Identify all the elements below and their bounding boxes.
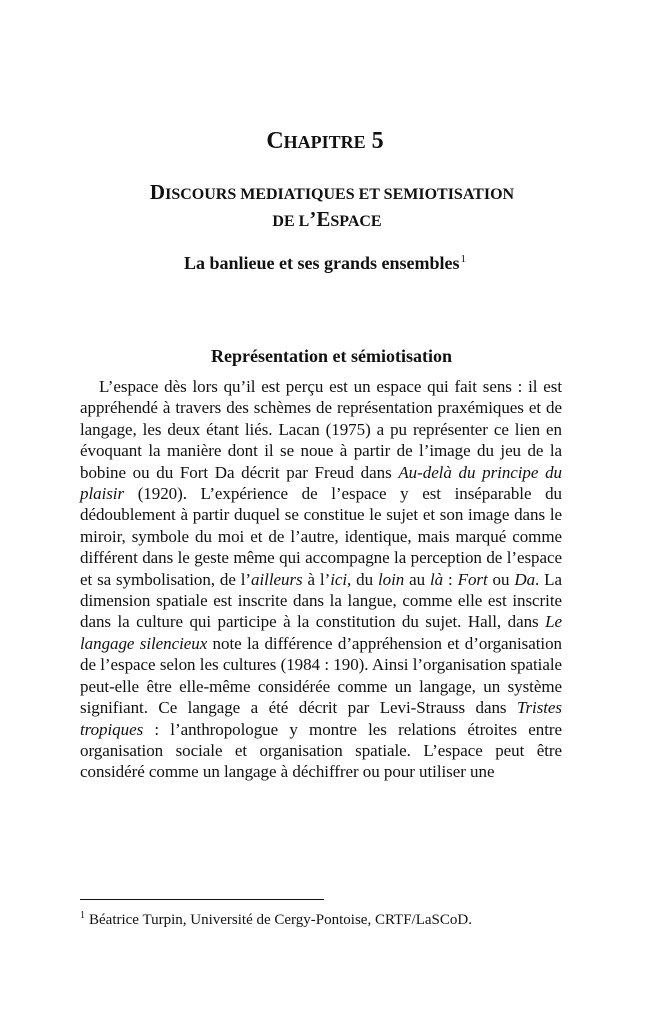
text-run: ou <box>487 569 515 589</box>
italic-loin: loin <box>377 569 405 589</box>
footnote-text: Béatrice Turpin, Université de Cergy-Pontoise, CRTF/LaSCoD. <box>89 912 472 928</box>
text-run: (1920). L’expérience de l’espace y est inséparable du dédoublement à partir duquel se constitue le sujet et son image dans le miroir, symbole du moi et de l’autre, identique, mais marqué comme différent dans le geste même qui accompagne la perception de l’espace et sa symbolisation, de l’ <box>80 484 562 589</box>
text-run: au <box>404 569 430 589</box>
title-initial-e: E <box>316 207 331 231</box>
italic-title-tristes-tropiques: Tristes tropiques <box>80 698 562 739</box>
text-run: : l’anthropologue y montre les relations étroites entre organisation sociale et organisation spatiale. L’espace peut être considéré comme un langage à déchiffrer ou pour utiliser une <box>80 719 562 782</box>
title-initial-d: D <box>149 180 166 204</box>
italic-da: Da <box>514 569 536 589</box>
chapter-number: 5 <box>371 128 384 154</box>
italic-ici: ici <box>330 569 348 589</box>
body-paragraph <box>80 376 562 783</box>
footnote <box>80 910 570 929</box>
chapter-title-line-1 <box>7 180 650 205</box>
title-de-l: DE L <box>272 213 310 230</box>
footnote-reference[interactable]: 1 <box>460 253 466 265</box>
subtitle-text: La banlieue et ses grands ensembles <box>183 253 460 273</box>
italic-ailleurs: ailleurs <box>251 569 303 589</box>
italic-title-langage-silencieux: Le langage silencieux <box>80 612 562 653</box>
text-run: . La dimension spatiale est inscrite dans la langue, comme elle est inscrite dans la culture qui participe à la constitution du sujet. Hall, dans <box>80 569 562 632</box>
chapter-heading <box>0 128 650 155</box>
chapter-title-line-2 <box>2 207 650 232</box>
text-run: : <box>443 569 458 589</box>
text-run: à l’ <box>302 569 331 589</box>
italic-title-au-dela: Au-delà du principe du plaisir <box>80 462 562 504</box>
chapter-initial: C <box>266 128 284 154</box>
footnote-marker: 1 <box>80 910 85 921</box>
text-run: , du <box>347 569 378 589</box>
title-espace-rest: SPACE <box>330 213 382 230</box>
footnote-divider <box>80 899 324 900</box>
title-line-1-rest: ISCOURS MEDIATIQUES ET SEMIOTISATION <box>165 186 515 203</box>
section-heading: Représentation et sémiotisation <box>211 346 452 366</box>
chapter-subtitle <box>0 253 650 274</box>
chapter-word-rest: HAPITRE <box>283 132 366 152</box>
title-apostrophe: ’ <box>309 207 317 231</box>
italic-fort: Fort <box>457 569 488 589</box>
text-run: note la différence d’appréhension et d’organisation de l’espace selon les cultures (1984 : 190). Ainsi l’organisation spatiale peut-elle être elle-même considérée comme un langage, un système signifiant. Ce langage a été décrit par Levi-Strauss dans <box>80 633 562 718</box>
italic-la: là <box>429 569 444 589</box>
text-run: L’espace dès lors qu’il est perçu est un espace qui fait sens : il est appréhendé à travers des schèmes de représentation praxémiques et de langage, les deux étant liés. Lacan (1975) a pu représenter ce lien en évoquant la manière dont il se noue à partir de l’image du jeu de la bobine ou du Fort Da décrit par Freud dans <box>80 377 562 482</box>
